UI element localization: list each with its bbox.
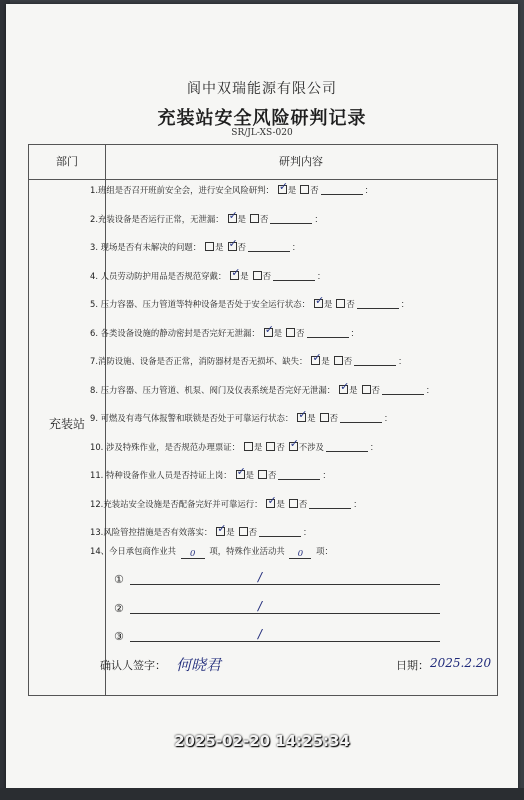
- checklist-item: [90, 522, 312, 538]
- fill-blank[interactable]: [340, 422, 382, 423]
- item-14-count2: [289, 548, 311, 559]
- checkbox-label: 否: [262, 270, 272, 281]
- checklist-item-text: 4. 人员劳动防护用品是否规范穿戴：: [90, 270, 227, 281]
- colon: ：: [322, 470, 331, 480]
- colon: ：: [369, 441, 379, 452]
- date-value: 2025.2.20: [430, 656, 492, 670]
- slot-1-line: [130, 570, 440, 585]
- check-mark-icon: ✓: [228, 237, 238, 250]
- checklist-item-text: 13.风险管控措施是否有效落实：: [90, 527, 213, 537]
- checklist-item: [90, 493, 362, 510]
- slot-3-line: [130, 627, 440, 642]
- checkbox[interactable]: [289, 436, 299, 451]
- checkbox[interactable]: [205, 242, 214, 251]
- colon: ：: [314, 213, 323, 224]
- checkbox[interactable]: [239, 527, 248, 536]
- fill-blank[interactable]: [354, 365, 396, 366]
- checkbox-label: 是: [245, 470, 254, 480]
- fill-blank[interactable]: [307, 337, 349, 338]
- fill-blank[interactable]: [248, 251, 290, 252]
- slot-1-label: ①: [114, 573, 124, 586]
- checkbox[interactable]: [266, 442, 275, 451]
- colon: ：: [364, 185, 373, 195]
- checklist-item-text: 3. 现场是否有未解决的问题：: [90, 242, 202, 252]
- checkbox[interactable]: [336, 299, 345, 308]
- background-edge-bottom: [0, 788, 524, 800]
- check-mark-icon: ✓: [278, 180, 289, 193]
- checklist-item-text: 9. 可燃及有毒气体报警和联锁是否处于可靠运行状态：: [90, 413, 294, 423]
- checkbox-label: 否: [329, 413, 339, 423]
- colon: ：: [302, 527, 312, 537]
- checklist-item: [90, 322, 359, 339]
- photo-timestamp: 2025-02-20 14:25:34: [174, 732, 350, 750]
- checkbox-label: 是: [287, 185, 297, 195]
- item-14-count1: [181, 548, 205, 559]
- checklist-item-text: 6. 各类设备设施的静动密封是否完好无泄漏：: [90, 327, 260, 338]
- slot-1-mark: /: [257, 570, 262, 584]
- check-mark-icon: ✓: [267, 493, 277, 507]
- colon: ：: [398, 356, 407, 366]
- item-14-count1-value: 0: [190, 548, 196, 558]
- check-mark-icon: ✓: [289, 436, 299, 450]
- checkbox-label: 否: [371, 384, 380, 395]
- checkbox[interactable]: [228, 237, 238, 251]
- checkbox[interactable]: [300, 185, 309, 194]
- fill-blank[interactable]: [309, 508, 351, 509]
- checklist-item-text: 10. 涉及特殊作业，是否规范办理票证：: [90, 441, 240, 452]
- checkbox[interactable]: [250, 214, 259, 223]
- checklist-item: [90, 265, 326, 282]
- check-mark-icon: ✓: [312, 351, 322, 364]
- colon: ：: [350, 327, 359, 338]
- checkbox[interactable]: [230, 265, 241, 280]
- col-dept-header: 部门: [56, 155, 78, 168]
- check-mark-icon: ✓: [228, 208, 238, 222]
- checkbox-label: 是: [321, 356, 330, 366]
- checkbox-label: 是: [237, 213, 246, 224]
- checkbox-label: 是: [240, 270, 249, 281]
- checkbox-label: 否: [267, 470, 277, 480]
- checklist-item-text: 1.班组是否召开班前安全会，进行安全风险研判：: [90, 185, 274, 195]
- slot-3-label: ③: [114, 630, 124, 643]
- checkbox[interactable]: [320, 413, 329, 422]
- slot-2: [114, 599, 440, 615]
- checklist-item-text: 12.充装站安全设施是否配备完好并可靠运行：: [90, 498, 263, 509]
- check-mark-icon: ✓: [340, 379, 350, 393]
- checklist-item: [90, 237, 301, 253]
- checkbox[interactable]: [216, 522, 227, 536]
- fill-blank[interactable]: [259, 536, 301, 537]
- checkbox[interactable]: [311, 351, 322, 365]
- checkbox-label: 否: [310, 185, 319, 195]
- company-name: 阆中双瑞能源有限公司: [187, 81, 337, 97]
- colon: ：: [425, 384, 435, 395]
- dept-name: 充装站: [48, 417, 85, 431]
- slot-2-mark: /: [257, 599, 262, 613]
- checkbox[interactable]: [362, 385, 371, 394]
- checkbox[interactable]: [264, 322, 274, 337]
- checkbox[interactable]: [289, 499, 298, 508]
- colon: ：: [317, 270, 326, 281]
- checklist-item: [90, 351, 407, 367]
- checkbox-label: 否: [298, 498, 308, 509]
- checkbox-label: 否: [237, 242, 246, 252]
- colon: ：: [353, 498, 362, 509]
- document-title: 充装站安全风险研判记录: [157, 108, 367, 129]
- checkbox-label: 否: [260, 213, 269, 224]
- checklist-item: [90, 379, 435, 396]
- fill-blank[interactable]: [273, 280, 315, 281]
- fill-blank[interactable]: [382, 394, 424, 395]
- checklist-item: [90, 436, 379, 453]
- checkbox[interactable]: [314, 294, 325, 308]
- signature-label: 确认人签字：: [100, 659, 166, 672]
- slot-3: [114, 627, 440, 643]
- document-page: [6, 4, 518, 794]
- date-label: 日期：: [396, 659, 429, 672]
- document-code: SR/JL-XS-020: [231, 128, 293, 138]
- checkbox-label: 否: [248, 527, 257, 537]
- checkbox[interactable]: [236, 465, 246, 479]
- checkbox[interactable]: [244, 442, 253, 451]
- fill-blank[interactable]: [357, 308, 399, 309]
- slot-1: [114, 570, 440, 586]
- colon: ：: [400, 299, 410, 309]
- checkbox-label: 是: [253, 441, 263, 452]
- slot-2-label: ②: [114, 602, 124, 615]
- check-mark-icon: ✓: [236, 465, 246, 478]
- checklist-item: [90, 208, 323, 225]
- item-14-prefix: 14、今日承包商作业共: [90, 546, 177, 556]
- check-mark-icon: ✓: [264, 322, 274, 336]
- item-14: [90, 545, 333, 559]
- item-14-count2-value: 0: [297, 548, 304, 558]
- checklist-item-text: 8. 压力容器、压力管道、机泵、阀门及仪表系统是否完好无泄漏：: [90, 384, 336, 395]
- checkbox-label: 不涉及: [298, 441, 324, 452]
- checklist-item: [90, 180, 373, 196]
- checkbox[interactable]: [286, 328, 295, 337]
- checkbox[interactable]: [297, 408, 308, 422]
- checkbox-label: 否: [346, 299, 355, 309]
- checkbox[interactable]: [339, 379, 350, 394]
- checkbox-label: 是: [226, 527, 235, 537]
- slot-2-line: [130, 599, 440, 614]
- check-mark-icon: ✓: [231, 265, 241, 279]
- slot-3-mark: /: [257, 627, 262, 641]
- item-14-suffix: 项：: [316, 546, 333, 556]
- checklist-item-text: 5. 压力容器、压力管道等特种设备是否处于安全运行状态：: [90, 299, 311, 309]
- checkbox-label: 否: [296, 327, 305, 338]
- fill-blank[interactable]: [270, 223, 312, 224]
- checkbox-label: 否: [343, 356, 353, 366]
- checkbox[interactable]: [266, 493, 277, 508]
- item-14-mid: 项，特殊作业活动共: [209, 546, 285, 556]
- checkbox-label: 是: [307, 413, 316, 423]
- checklist-item-text: 7.消防设施、设备是否正常，消防器材是否无损坏、缺失：: [90, 356, 308, 366]
- check-mark-icon: ✓: [298, 408, 308, 421]
- checklist-item: [90, 294, 410, 310]
- checkbox-label: 是: [276, 498, 285, 509]
- fill-blank[interactable]: [326, 451, 368, 452]
- checkbox[interactable]: [334, 356, 343, 365]
- checklist-item-text: 11. 特种设备作业人员是否持证上岗：: [90, 470, 232, 480]
- fill-blank[interactable]: [321, 194, 363, 195]
- checklist-item: [90, 408, 393, 424]
- checkbox-label: 是: [273, 327, 283, 338]
- colon: ：: [291, 242, 301, 252]
- col-content-header: 研判内容: [279, 155, 323, 168]
- checkbox-label: 是: [324, 299, 333, 309]
- checklist-item: [90, 465, 331, 481]
- checkbox[interactable]: [258, 470, 267, 479]
- signature: 何晓君: [176, 656, 222, 674]
- checkbox[interactable]: [278, 180, 289, 194]
- checkbox-label: 是: [215, 242, 224, 252]
- checkbox-label: 否: [276, 441, 285, 452]
- fill-blank[interactable]: [278, 479, 320, 480]
- check-mark-icon: ✓: [217, 522, 227, 535]
- check-mark-icon: ✓: [315, 294, 325, 307]
- checkbox[interactable]: [228, 208, 238, 223]
- colon: ：: [384, 413, 393, 423]
- checkbox[interactable]: [253, 271, 262, 280]
- header-divider: [29, 179, 497, 180]
- checklist-item-text: 2.充装设备是否运行正常，无泄漏：: [90, 213, 224, 224]
- checkbox-label: 是: [349, 384, 358, 395]
